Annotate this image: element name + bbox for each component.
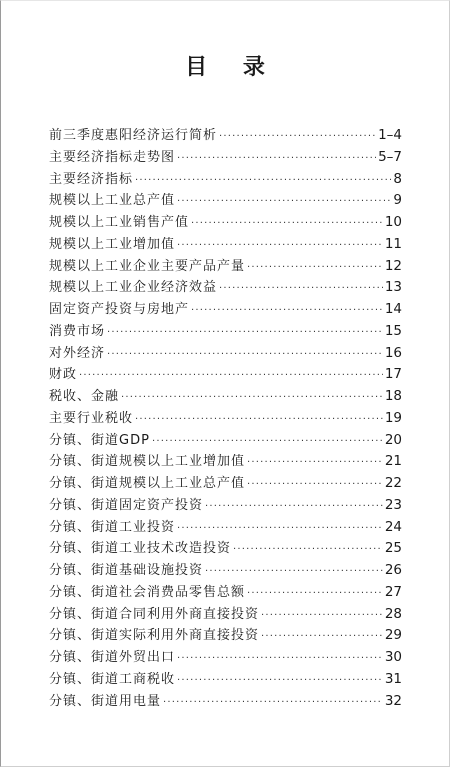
toc-entry[interactable]: [49, 147, 402, 169]
toc-entry-page: 10: [384, 214, 402, 230]
toc-entry-label: 前三季度惠阳经济运行简析: [49, 128, 218, 143]
dot-leader: [177, 148, 376, 170]
toc-title: 目 录: [185, 55, 279, 80]
toc-entry-label: 分镇、街道社会消费品零售总额: [49, 584, 246, 600]
toc-list: [49, 125, 402, 712]
dot-leader: [79, 365, 383, 387]
toc-entry-label: 规模以上工业销售产值: [49, 215, 190, 230]
toc-entry[interactable]: [49, 386, 402, 408]
toc-entry-page: 31: [384, 670, 402, 687]
toc-entry[interactable]: [49, 299, 402, 321]
dot-leader: [247, 257, 383, 279]
toc-entry-label: 分镇、街道基础设施投资: [49, 563, 204, 578]
dot-leader: [191, 300, 383, 322]
toc-entry-page: 11: [384, 235, 402, 252]
toc-entry[interactable]: [49, 256, 402, 278]
toc-entry-page: 26: [384, 562, 402, 578]
toc-entry-page: 25: [384, 540, 402, 557]
dot-leader: [152, 431, 383, 453]
dot-leader: [247, 452, 383, 474]
toc-entry[interactable]: [49, 125, 402, 147]
toc-entry[interactable]: [49, 582, 402, 604]
toc-entry-page: 27: [384, 583, 402, 600]
toc-entry-label: 对外经济: [49, 345, 106, 361]
toc-entry-label: 分镇、街道固定资产投资: [49, 497, 204, 513]
toc-entry-label: 分镇、街道规模以上工业增加值: [49, 454, 246, 470]
toc-entry-page: 1–4: [378, 127, 402, 143]
dot-leader: [205, 496, 383, 518]
dot-leader: [261, 605, 383, 627]
toc-entry-label: 分镇、街道合同利用外商直接投资: [49, 606, 260, 622]
toc-entry-page: 21: [384, 453, 402, 470]
dot-leader: [177, 235, 383, 257]
dot-leader: [121, 387, 383, 409]
toc-entry-label: 财政: [49, 367, 78, 383]
toc-entry-label: 税收、金融: [49, 389, 120, 404]
toc-entry-page: 32: [384, 692, 402, 709]
toc-entry-label: 规模以上工业企业经济效益: [49, 280, 218, 296]
dot-leader: [177, 648, 383, 670]
toc-entry-page: 20: [384, 431, 402, 448]
dot-leader: [247, 474, 383, 496]
toc-entry[interactable]: [49, 538, 402, 560]
toc-entry[interactable]: [49, 190, 402, 212]
toc-entry[interactable]: [49, 234, 402, 256]
dot-leader: [107, 344, 383, 366]
toc-entry-label: 规模以上工业增加值: [49, 236, 176, 252]
toc-entry-page: 5–7: [378, 148, 402, 165]
toc-entry[interactable]: [49, 364, 402, 386]
dot-leader: [261, 626, 383, 648]
toc-entry-label: 分镇、街道工业技术改造投资: [49, 541, 232, 557]
toc-entry[interactable]: [49, 321, 402, 343]
toc-entry-label: 分镇、街道规模以上工业总产值: [49, 476, 246, 491]
toc-entry-label: 分镇、街道外贸出口: [49, 650, 176, 665]
toc-entry-page: 29: [384, 627, 402, 644]
dot-leader: [135, 409, 383, 431]
dot-leader: [205, 561, 383, 583]
toc-entry-label: 分镇、街道用电量: [49, 693, 162, 709]
toc-entry-page: 30: [384, 649, 402, 665]
toc-entry[interactable]: [49, 669, 402, 691]
dot-leader: [191, 213, 383, 235]
dot-leader: [135, 170, 391, 192]
toc-entry-page: 18: [384, 388, 402, 404]
toc-entry-page: 16: [384, 344, 402, 361]
toc-entry-label: 规模以上工业总产值: [49, 193, 176, 209]
toc-entry[interactable]: [49, 212, 402, 234]
dot-leader: [177, 191, 391, 213]
dot-leader: [219, 278, 383, 300]
toc-entry[interactable]: [49, 343, 402, 365]
toc-entry-page: 15: [384, 322, 402, 339]
toc-entry-page: 24: [384, 518, 402, 535]
toc-entry-label: 分镇、街道GDP: [49, 432, 150, 448]
toc-entry-page: 9: [393, 192, 402, 209]
toc-entry-label: 消费市场: [49, 323, 106, 339]
dot-leader: [177, 670, 383, 692]
toc-entry[interactable]: [49, 625, 402, 647]
dot-leader: [107, 322, 383, 344]
toc-entry[interactable]: [49, 604, 402, 626]
toc-entry[interactable]: [49, 451, 402, 473]
toc-entry-label: 主要经济指标走势图: [49, 149, 176, 165]
toc-entry[interactable]: [49, 430, 402, 452]
toc-entry-label: 分镇、街道实际利用外商直接投资: [49, 628, 260, 644]
toc-entry-page: 17: [384, 366, 402, 383]
dot-leader: [219, 126, 376, 148]
toc-entry-page: 22: [384, 475, 402, 491]
toc-entry-label: 分镇、街道工商税收: [49, 671, 176, 687]
toc-entry-page: 28: [384, 605, 402, 622]
toc-entry-page: 8: [393, 170, 402, 187]
dot-leader: [233, 539, 383, 561]
toc-entry[interactable]: [49, 473, 402, 495]
toc-entry[interactable]: [49, 277, 402, 299]
toc-entry-page: 14: [384, 301, 402, 317]
toc-entry-page: 23: [384, 496, 402, 513]
toc-entry-page: 12: [384, 257, 402, 274]
toc-entry[interactable]: [49, 517, 402, 539]
toc-entry-page: 19: [384, 409, 402, 426]
toc-entry[interactable]: [49, 495, 402, 517]
toc-entry-label: 规模以上工业企业主要产品产量: [49, 258, 246, 274]
toc-entry-label: 分镇、街道工业投资: [49, 519, 176, 535]
toc-entry-label: 主要经济指标: [49, 171, 134, 187]
dot-leader: [177, 518, 383, 540]
toc-entry[interactable]: [49, 560, 402, 582]
dot-leader: [163, 692, 383, 714]
dot-leader: [247, 583, 383, 605]
toc-entry-page: 13: [384, 279, 402, 296]
toc-entry-label: 主要行业税收: [49, 410, 134, 426]
toc-entry[interactable]: [49, 647, 402, 669]
toc-entry[interactable]: [49, 408, 402, 430]
toc-entry-label: 固定资产投资与房地产: [49, 302, 190, 317]
toc-entry[interactable]: [49, 169, 402, 191]
toc-entry[interactable]: [49, 691, 402, 713]
